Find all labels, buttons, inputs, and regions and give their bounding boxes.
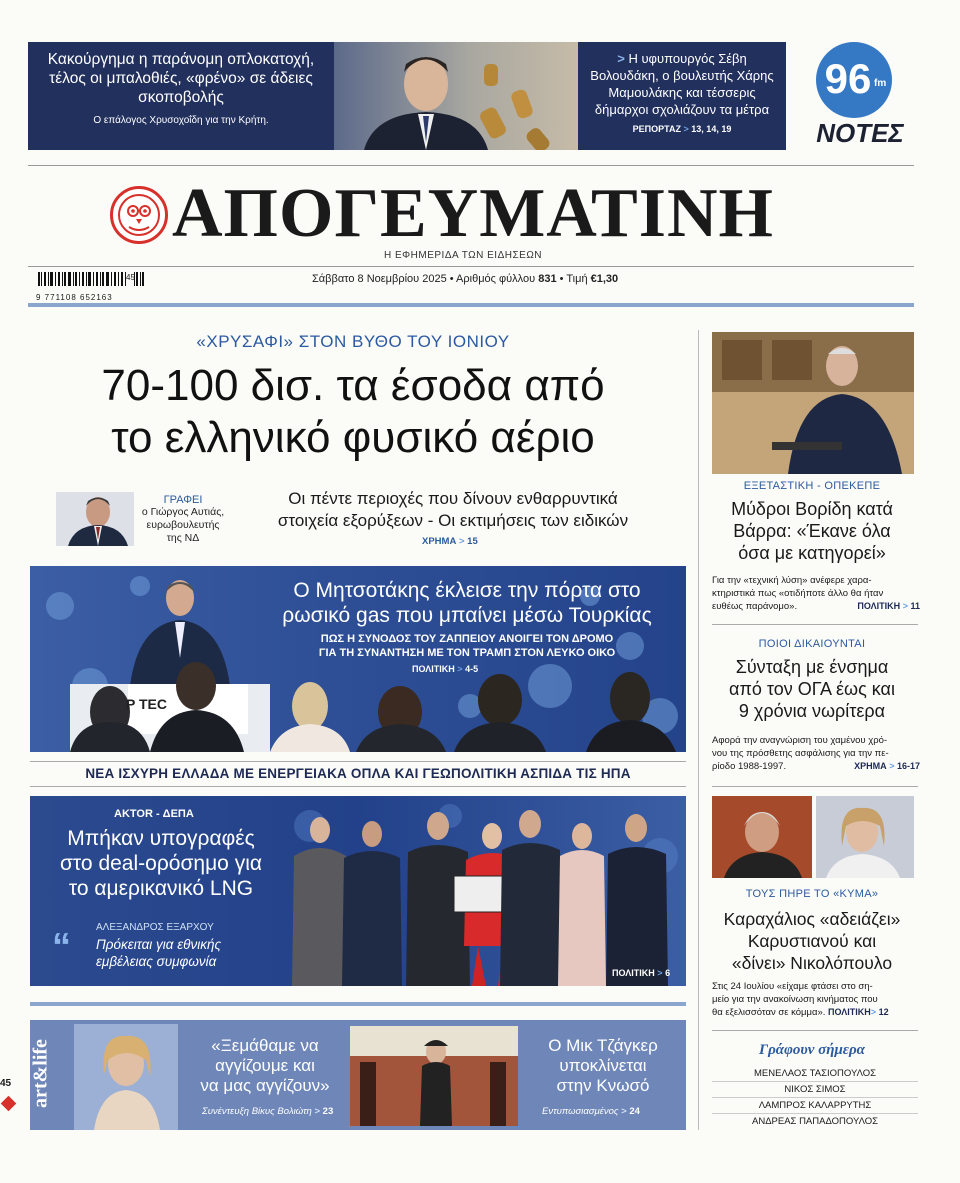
masthead-tagline: Η ΕΦΗΜΕΡΙΔΑ ΤΩΝ ΕΙΔΗΣΕΩΝ: [384, 250, 543, 261]
sidebar3-headline[interactable]: Καραχάλιος «αδειάζει» Καρυστιανού και «δίνει» Νικολόπουλο: [723, 909, 901, 973]
page-number: 45: [0, 1078, 12, 1089]
podium-text: P TEC: [126, 696, 167, 712]
story3-author: ΑΛΕΞΑΝΔΡΟΣ ΕΞΑΡΧΟΥ: [96, 922, 214, 933]
sidebar1-ref[interactable]: ΠΟΛΙΤΙΚΗ > 11: [857, 601, 920, 611]
art-life-photo-right: [350, 1026, 518, 1126]
sidebar3-kicker: ΤΟΥΣ ΠΗΡΕ ΤΟ «ΚΥΜΑ»: [745, 888, 879, 900]
story3-headline: Μπήκαν υπογραφές στο deal-ορόσημο για το αμερικανικό LNG: [59, 827, 263, 900]
date-line: Σάββατο 8 Νοεμβρίου 2025 • Αριθμός φύλλου 831 • Τιμή €1,30: [312, 273, 619, 285]
story3-ref[interactable]: ΠΟΛΙΤΙΚΗ > 6: [612, 968, 671, 978]
radio-number: 96: [824, 55, 872, 102]
author-portrait: [56, 492, 134, 546]
lead-sub: Οι πέντε περιοχές που δίνουν ενθαρρυντικά στοιχεία εξορύξεων - Οι εκτιμήσεις των ειδικών: [277, 489, 629, 530]
story2-panel[interactable]: [30, 566, 686, 752]
karachalios-portrait: [712, 796, 812, 878]
story3-quote: Πρόκειται για εθνικής εμβέλειας συμφωνία: [96, 937, 222, 969]
art-life-strip[interactable]: [30, 1020, 686, 1130]
author-label: ΓΡΑΦΕΙ: [163, 494, 203, 506]
strapline-rule-top: [30, 761, 686, 762]
sidebar1-headline[interactable]: Μύδροι Βορίδη κατά Βάρρα: «Έκανε όλα όσα με κατηγορεί»: [731, 499, 893, 563]
barcode-issue: 45: [126, 273, 135, 282]
sidebar2-body: Αφορά την αναγνώριση του χαμένου χρό- νου της πρόσθετης ασφάλισης για την πε- ρίοδο 1988-1997. ΧΡΗΜΑ > 16-17: [712, 735, 920, 772]
story3-panel[interactable]: [30, 796, 686, 986]
voridis-parliament-graphic: [712, 332, 914, 474]
sidebar2-kicker: ΠΟΙΟΙ ΔΙΚΑΙΟΥΝΤΑΙ: [758, 638, 866, 650]
sidebar-sep-2: [712, 786, 918, 787]
sidebar3-photo-right: [816, 796, 914, 878]
minister-photo-graphic: [334, 42, 578, 150]
banner-right-ref[interactable]: ΡΕΠΟΡΤΑΖ > 13, 14, 19: [632, 124, 732, 134]
columnist-1[interactable]: ΜΕΝΕΛΑΟΣ ΤΑΣΙΟΠΟΥΛΟΣ: [712, 1066, 918, 1082]
masthead-mid-rule: [28, 266, 914, 267]
author-credit: [138, 494, 228, 545]
sidebar3-photo-left: [712, 796, 812, 878]
header-blue-rule: [28, 303, 914, 307]
story2-headline: Ο Μητσοτάκης έκλεισε την πόρτα στο ρωσικό gas που μπαίνει μέσω Τουρκίας: [282, 579, 652, 627]
banner-right-headline: > Η υφυπουργός Σέβη Βολουδάκη, ο βουλευτής Χάρης Μαμουλάκης και τέσσερις δήμαρχοι σχολιάζουν τα μέτρα: [590, 51, 774, 117]
columnists-title: Γράφουν σήμερα: [759, 1042, 865, 1058]
banner-left-headline: Κακούργημα η παράνομη οπλοκατοχή, τέλος οι μπαλοθιές, «φρένο» σε άδειες σκοποβολής: [47, 51, 315, 106]
sidebar3-body: Στις 24 Ιουλίου «είχαμε φτάσει στο ση- μείο για την ανακοίνωση κινήματος που θα εξελισσόταν σε κόμμα». ΠΟΛΙΤΙΚΗ> 12: [712, 981, 889, 1018]
radio-unit: fm: [874, 78, 887, 89]
interviewee-portrait: [74, 1024, 178, 1130]
owl-icon: [113, 189, 165, 241]
sidebar2-ref[interactable]: ΧΡΗΜΑ > 16-17: [854, 761, 920, 771]
karystianou-portrait: [816, 796, 914, 878]
masthead-top-rule: [28, 165, 914, 166]
sidebar2-headline[interactable]: Σύνταξη με ένσημα από τον ΟΓΑ έως και 9 χρόνια νωρίτερα: [729, 657, 895, 721]
art-life-right-headline: Ο Μικ Τζάγκερ υποκλίνεται στην Κνωσό: [548, 1036, 658, 1095]
art-life-label: art&life: [29, 1039, 52, 1108]
quote-icon: “: [52, 926, 71, 968]
masthead-logo: [110, 186, 168, 244]
strapline: ΝΕΑ ΙΣΧΥΡΗ ΕΛΛΑΔΑ ΜΕ ΕΝΕΡΓΕΙΑΚΑ ΟΠΛΑ ΚΑΙ ΓΕΩΠΟΛΙΤΙΚΗ ΑΣΠΙΔΑ ΤΙΣ ΗΠΑ: [85, 766, 631, 781]
lead-ref[interactable]: ΧΡΗΜΑ > 15: [422, 536, 478, 547]
story2-sub: ΠΩΣ Η ΣΥΝΟΔΟΣ ΤΟΥ ΖΑΠΠΕΙΟΥ ΑΝΟΙΓΕΙ ΤΟΝ ΔΡΟΜΟ ΓΙΑ ΤΗ ΣΥΝΑΝΤΗΣΗ ΜΕ ΤΟΝ ΤΡΑΜΠ ΣΤΟΝ ΛΕΥΚΟ ΟΙΚΟ: [318, 633, 616, 659]
art-life-quote: «Ξεμάθαμε να αγγίζουμε και να μας αγγίζουν»: [200, 1036, 330, 1095]
author-name: ο Γιώργος Αυτιάς, ευρωβουλευτής της ΝΔ: [141, 506, 225, 544]
art-life-photo-left: [74, 1024, 178, 1130]
masthead-title[interactable]: ΑΠΟΓΕΥΜΑΤΙΝΗ: [172, 175, 774, 252]
banner-photo: [334, 42, 578, 150]
sidebar-divider: [698, 330, 699, 1130]
radio-name: ΝΟΤΕΣ: [816, 118, 904, 148]
lead-headline[interactable]: 70-100 δισ. τα έσοδα από το ελληνικό φυσικό αέριο: [101, 361, 605, 462]
lead-kicker: «ΧΡΥΣΑΦΙ» ΣΤΟΝ ΒΥΘΟ ΤΟΥ ΙΟΝΙΟΥ: [196, 332, 510, 351]
diamond-icon: [1, 1096, 17, 1112]
jagger-knossos-graphic: [350, 1026, 518, 1126]
radio-logo[interactable]: [808, 42, 918, 152]
columnist-3[interactable]: ΛΑΜΠΡΟΣ ΚΑΛΑΡΡΥΤΗΣ: [712, 1098, 918, 1114]
art-life-top-rule: [30, 1002, 686, 1006]
strapline-rule-bottom: [30, 786, 686, 787]
sidebar-sep-1: [712, 624, 918, 625]
story2-ref[interactable]: ΠΟΛΙΤΙΚΗ > 4-5: [412, 664, 479, 674]
sidebar-sep-3: [712, 1030, 918, 1031]
top-banner[interactable]: [28, 42, 786, 150]
columnist-2[interactable]: ΝΙΚΟΣ ΣΙΜΟΣ: [712, 1082, 918, 1098]
sidebar1-body: Για την «τεχνική λύση» ανέφερε χαρα- κτηριστικά πως «οτιδήποτε άλλο θα ήταν ευθέως παράνομο». ΠΟΛΙΤΙΚΗ > 11: [712, 575, 920, 612]
sidebar1-photo: [712, 332, 914, 474]
art-life-right-credit[interactable]: Εντυπωσιασμένος > 24: [542, 1106, 640, 1117]
columnist-4[interactable]: ΑΝΔΡΕΑΣ ΠΑΠΑΔΟΠΟΥΛΟΣ: [752, 1116, 878, 1127]
art-life-quote-credit[interactable]: Συνέντευξη Βίκυς Βολιώτη > 23: [202, 1106, 334, 1117]
sidebar1-kicker: ΕΞΕΤΑΣΤΙΚΗ - ΟΠΕΚΕΠΕ: [743, 480, 881, 492]
sidebar3-ref[interactable]: ΠΟΛΙΤΙΚΗ> 12: [828, 1007, 889, 1017]
author-photo: [56, 492, 134, 546]
barcode-number: 9 771108 652163: [36, 293, 113, 302]
banner-left-sub: Ο επάλογος Χρυσοχοΐδη για την Κρήτη.: [93, 115, 269, 126]
story3-kicker: AKTOR - ΔΕΠΑ: [114, 808, 194, 820]
columnists-list: [712, 1066, 918, 1129]
